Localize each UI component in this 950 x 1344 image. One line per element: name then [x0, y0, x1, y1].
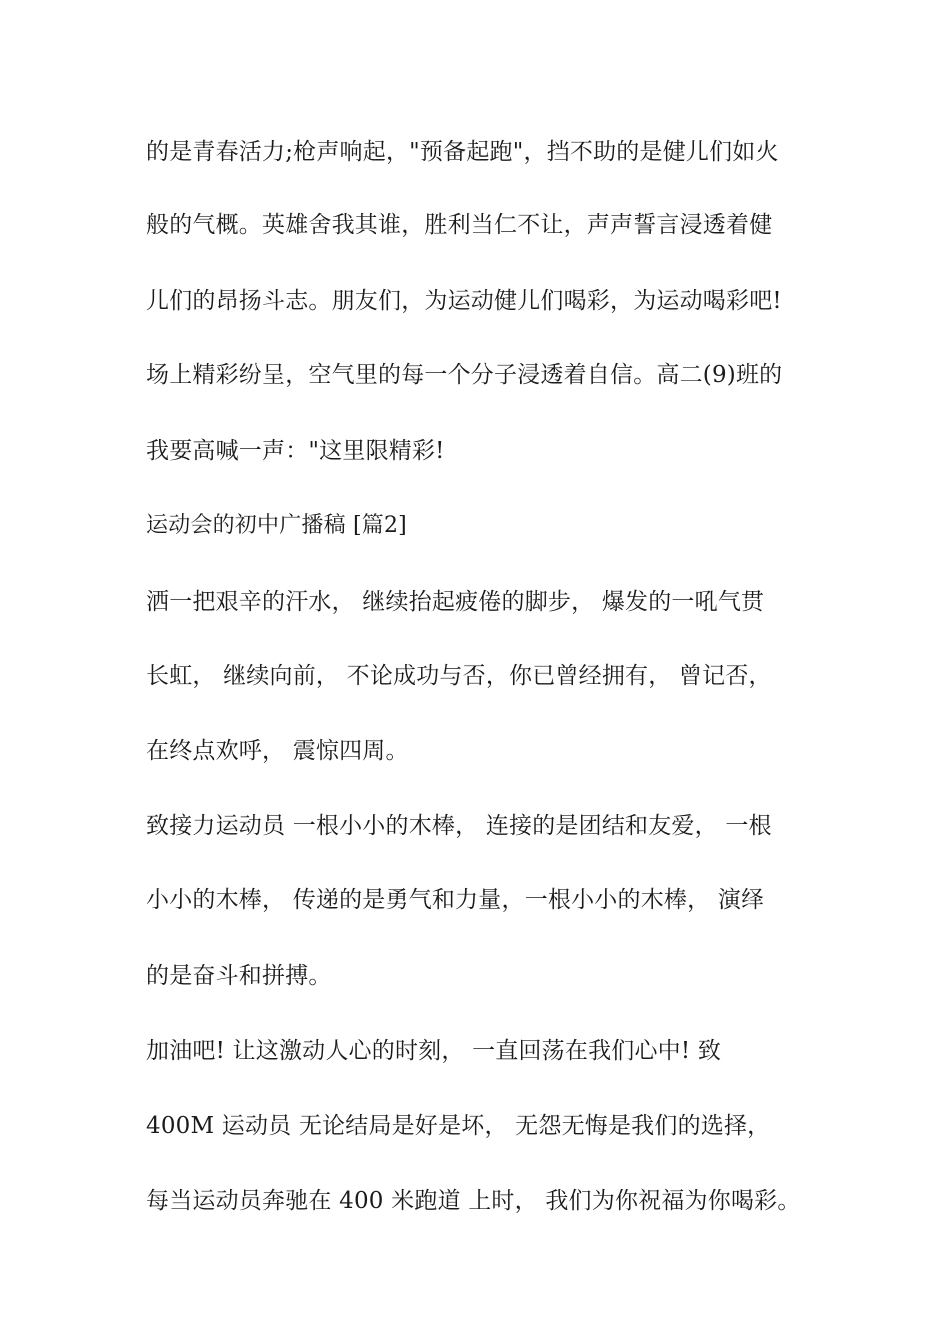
text-line-2: 般的气概。英雄舍我其谁，胜利当仁不让，声声誓言浸透着健 — [146, 212, 773, 238]
text-line-5: 我要高喊一声："这里限精彩! — [146, 438, 445, 464]
text-line-3: 儿们的昂扬斗志。朋友们，为运动健儿们喝彩，为运动喝彩吧! — [146, 288, 782, 314]
section-heading: 运动会的初中广播稿 [篇2] — [146, 513, 407, 538]
text-line-8: 长虹， 继续向前， 不论成功与否，你已曾经拥有， 曾记否， — [146, 663, 772, 689]
text-line-4: 场上精彩纷呈，空气里的每一个分子浸透着自信。高二(9)班的 — [146, 362, 783, 388]
text-line-1: 的是青春活力;枪声响起，"预备起跑"，挡不助的是健儿们如火 — [146, 139, 779, 165]
text-line-13: 加油吧! 让这激动人心的时刻， 一直回荡在我们心中! 致 — [146, 1038, 722, 1064]
text-line-12: 的是奋斗和拼搏。 — [146, 963, 332, 989]
text-line-7: 洒一把艰辛的汗水， 继续抬起疲倦的脚步， 爆发的一吼气贯 — [146, 589, 765, 615]
text-line-15: 每当运动员奔驰在 400 米跑道 上时， 我们为你祝福为你喝彩。 — [146, 1188, 801, 1214]
text-line-10: 致接力运动员 一根小小的木棒， 连接的是团结和友爱， 一根 — [146, 813, 772, 839]
text-line-9: 在终点欢呼， 震惊四周。 — [146, 738, 409, 764]
text-line-14: 400M 运动员 无论结局是好是坏， 无怨无悔是我们的选择， — [146, 1113, 771, 1139]
text-line-11: 小小的木棒， 传递的是勇气和力量，一根小小的木棒， 演绎 — [146, 887, 765, 913]
